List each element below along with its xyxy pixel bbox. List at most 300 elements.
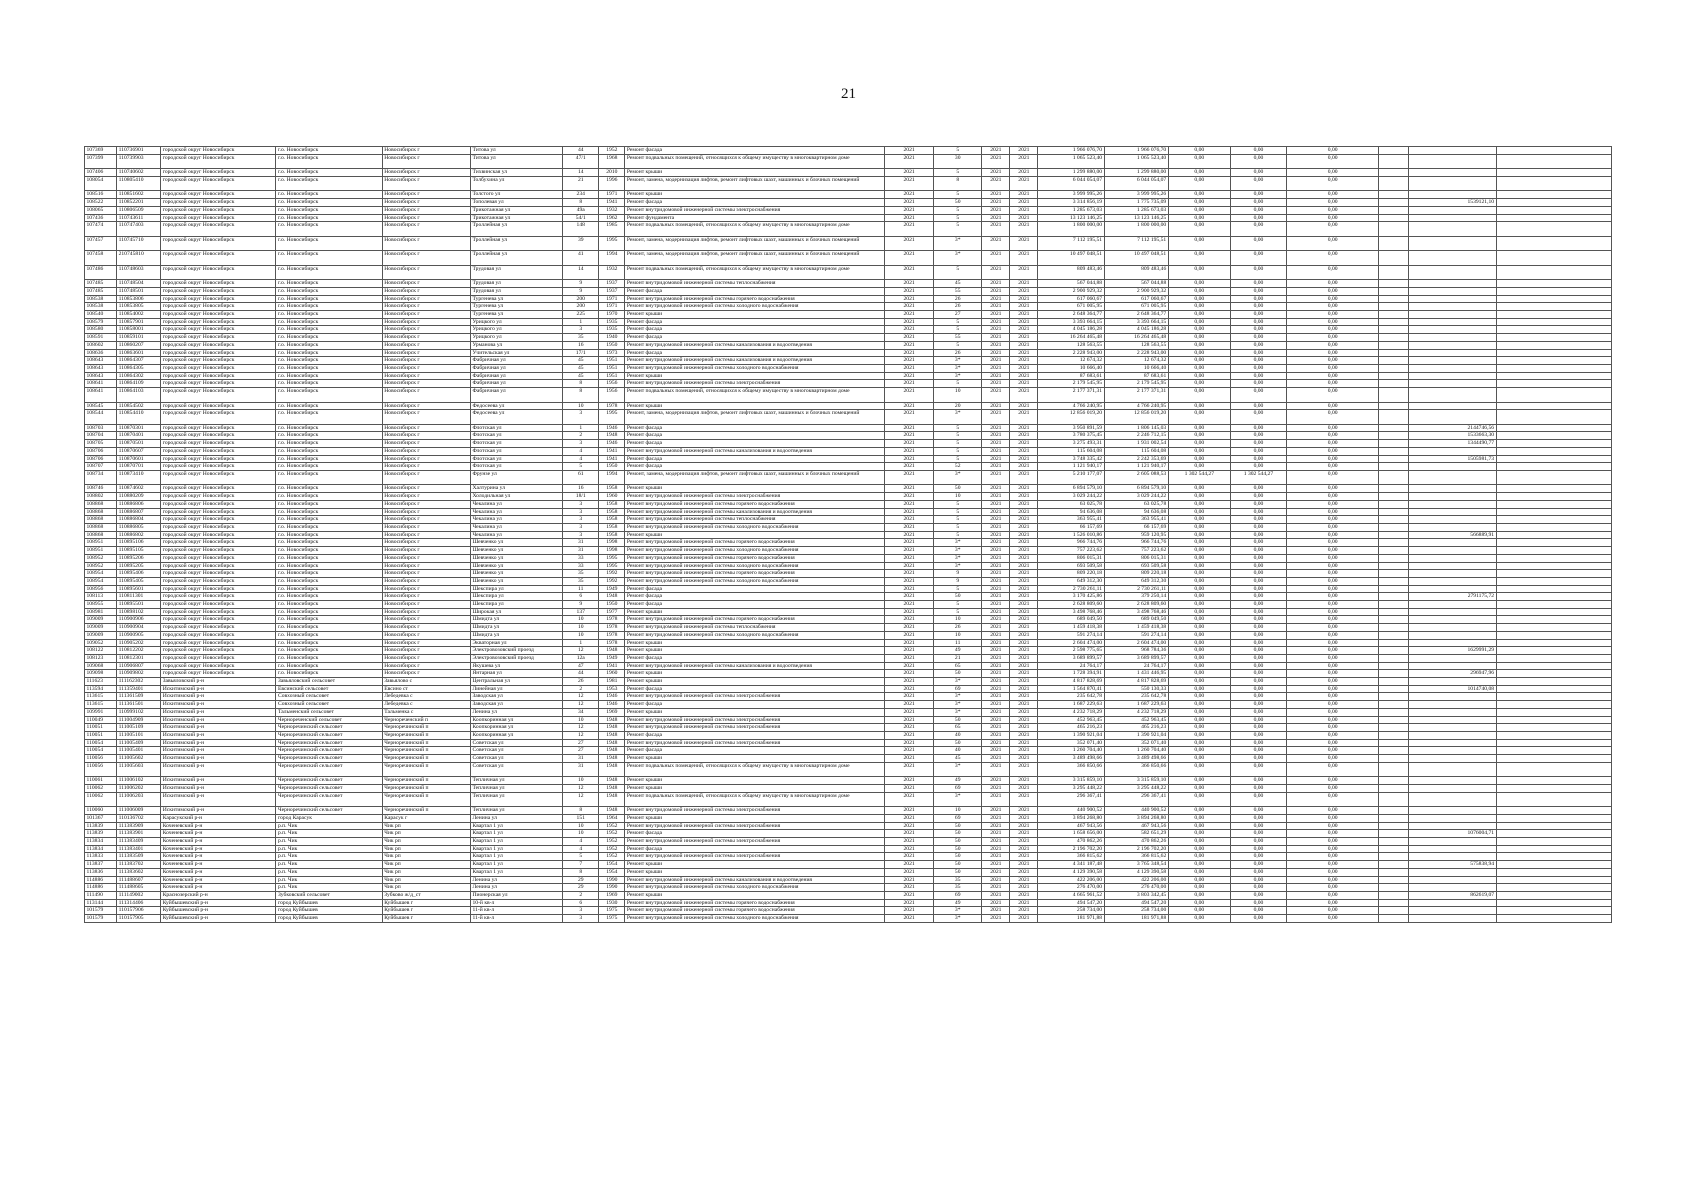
cell-program-year: 2021 xyxy=(885,876,934,884)
cell-object-id: 108706 xyxy=(85,447,117,455)
cell-end-year: 2021 xyxy=(1010,899,1038,907)
cell-owner-cost: 0,00 xyxy=(1287,762,1379,777)
cell-note-b xyxy=(1496,899,1611,907)
cell-municipal-district: Коченевский р-н xyxy=(161,876,276,884)
cell-note-a xyxy=(1379,349,1409,357)
cell-floors: 35 xyxy=(934,876,982,884)
cell-program-year: 2021 xyxy=(885,915,934,923)
cell-municipal-district: городской округ Новосибирск xyxy=(161,334,276,342)
cell-owner-cost: 0,00 xyxy=(1287,402,1379,410)
cell-region-cost: 0,00 xyxy=(1230,747,1286,755)
cell-total-cost: 2 179 545,95 xyxy=(1038,380,1104,388)
cell-municipal-district: городской округ Новосибирск xyxy=(161,616,276,624)
cell-note-a xyxy=(1379,891,1409,899)
cell-fund-cost: 422 206,00 xyxy=(1104,876,1168,884)
cell-floors: 3* xyxy=(934,915,982,923)
cell-region-cost: 0,00 xyxy=(1230,280,1286,288)
cell-note-a xyxy=(1379,807,1409,815)
cell-settlement: Совхозный сельсовет xyxy=(276,693,382,701)
table-row xyxy=(85,830,1612,838)
cell-note-b xyxy=(1496,388,1611,403)
cell-owner-cost: 0,00 xyxy=(1287,287,1379,295)
cell-settlement: г.о. Новосибирск xyxy=(276,280,382,288)
table-row xyxy=(85,199,1612,207)
cell-municipal-district: Искитимский р-н xyxy=(161,785,276,793)
cell-budget-cost: 0,00 xyxy=(1168,814,1230,822)
cell-build-year: 1935 xyxy=(599,318,625,326)
cell-program-year: 2021 xyxy=(885,318,934,326)
cell-locality: Чик рп xyxy=(382,822,470,830)
cell-work-id: 110853805 xyxy=(117,303,161,311)
table-row xyxy=(85,608,1612,616)
cell-budget-cost: 0,00 xyxy=(1168,357,1230,365)
cell-end-year: 2021 xyxy=(1010,777,1038,785)
cell-build-year: 1995 xyxy=(599,410,625,425)
cell-object-id: 108123 xyxy=(85,654,117,662)
cell-settlement: Зубковский сельсовет xyxy=(276,891,382,899)
cell-locality: Завьялово с xyxy=(382,678,470,686)
cell-region-cost: 0,00 xyxy=(1230,341,1286,349)
cell-region-cost: 0,00 xyxy=(1230,814,1286,822)
cell-start-year: 2021 xyxy=(982,624,1010,632)
cell-note-b xyxy=(1496,853,1611,861)
cell-total-cost: 470 862,26 xyxy=(1038,838,1104,846)
cell-fund-cost: 2 242 353,69 xyxy=(1104,455,1168,463)
cell-build-year: 1958 xyxy=(599,500,625,508)
cell-owner-cost: 0,00 xyxy=(1287,716,1379,724)
cell-work-id: 111359401 xyxy=(117,685,161,693)
cell-house-number: 44 xyxy=(563,670,599,678)
cell-work-id: 110740602 xyxy=(117,169,161,177)
cell-total-cost: 2 900 929,32 xyxy=(1038,287,1104,295)
cell-end-year: 2021 xyxy=(1010,716,1038,724)
cell-start-year: 2021 xyxy=(982,485,1010,493)
table-row xyxy=(85,349,1612,357)
cell-house-number: 137 xyxy=(563,608,599,616)
cell-end-year: 2021 xyxy=(1010,380,1038,388)
table-row xyxy=(85,364,1612,372)
cell-work-type: Ремонт фасада xyxy=(625,147,885,155)
cell-fund-cost: 440 900,52 xyxy=(1104,807,1168,815)
cell-street: Тополевая ул xyxy=(470,199,562,207)
cell-build-year: 1971 xyxy=(599,191,625,199)
cell-municipal-district: городской округ Новосибирск xyxy=(161,593,276,601)
cell-street: Коопкоринная ул xyxy=(470,716,562,724)
cell-region-cost: 0,00 xyxy=(1230,206,1286,214)
cell-total-cost: 258 734,00 xyxy=(1038,907,1104,915)
cell-program-year: 2021 xyxy=(885,524,934,532)
cell-fund-cost: 2 177 371,31 xyxy=(1104,388,1168,403)
cell-start-year: 2021 xyxy=(982,562,1010,570)
cell-object-id: 109098 xyxy=(85,670,117,678)
cell-build-year: 1946 xyxy=(599,440,625,448)
cell-street: Заводская ул xyxy=(470,701,562,709)
cell-budget-cost: 0,00 xyxy=(1168,747,1230,755)
cell-budget-cost: 0,00 xyxy=(1168,547,1230,555)
cell-build-year: 1958 xyxy=(599,485,625,493)
cell-extra-cost xyxy=(1409,463,1496,471)
cell-floors: 50 xyxy=(934,830,982,838)
cell-note-a xyxy=(1379,845,1409,853)
cell-house-number: 41 xyxy=(563,251,599,266)
cell-work-type: Ремонт внутридомовой инженерной системы электроснабжения xyxy=(625,853,885,861)
cell-municipal-district: городской округ Новосибирск xyxy=(161,364,276,372)
cell-budget-cost: 0,00 xyxy=(1168,154,1230,169)
cell-program-year: 2021 xyxy=(885,822,934,830)
cell-owner-cost: 0,00 xyxy=(1287,577,1379,585)
cell-total-cost: 3 170 425,86 xyxy=(1038,593,1104,601)
cell-start-year: 2021 xyxy=(982,236,1010,251)
cell-note-b xyxy=(1496,440,1611,448)
cell-work-type: Ремонт внутридомовой инженерной системы теплоснабжения xyxy=(625,624,885,632)
cell-settlement: р.п. Чик xyxy=(276,822,382,830)
cell-program-year: 2021 xyxy=(885,349,934,357)
cell-note-a xyxy=(1379,716,1409,724)
cell-municipal-district: Искитимский р-н xyxy=(161,739,276,747)
cell-work-id: 110895206 xyxy=(117,554,161,562)
cell-settlement: г.о. Новосибирск xyxy=(276,410,382,425)
cell-municipal-district: городской округ Новосибирск xyxy=(161,585,276,593)
cell-total-cost: 276 470,00 xyxy=(1038,884,1104,892)
cell-work-id: 111005109 xyxy=(117,724,161,732)
cell-program-year: 2021 xyxy=(885,554,934,562)
cell-budget-cost: 0,00 xyxy=(1168,440,1230,448)
cell-total-cost: 422 206,00 xyxy=(1038,876,1104,884)
cell-fund-cost: 115 604,08 xyxy=(1104,447,1168,455)
cell-street: Заводская ул xyxy=(470,693,562,701)
cell-end-year: 2021 xyxy=(1010,214,1038,222)
cell-region-cost: 0,00 xyxy=(1230,608,1286,616)
cell-total-cost: 1 065 523,40 xyxy=(1038,154,1104,169)
cell-owner-cost: 0,00 xyxy=(1287,724,1379,732)
cell-region-cost: 0,00 xyxy=(1230,693,1286,701)
cell-budget-cost: 0,00 xyxy=(1168,755,1230,763)
cell-municipal-district: городской округ Новосибирск xyxy=(161,455,276,463)
cell-fund-cost: 363 955,41 xyxy=(1104,516,1168,524)
cell-note-b xyxy=(1496,311,1611,319)
cell-region-cost: 0,00 xyxy=(1230,554,1286,562)
cell-locality: Новосибирск г xyxy=(382,639,470,647)
cell-municipal-district: городской округ Новосибирск xyxy=(161,654,276,662)
cell-work-type: Ремонт фасада xyxy=(625,731,885,739)
cell-note-b xyxy=(1496,199,1611,207)
cell-object-id: 111490 xyxy=(85,891,117,899)
cell-build-year: 1948 xyxy=(599,747,625,755)
cell-house-number: 12 xyxy=(563,693,599,701)
table-row xyxy=(85,341,1612,349)
cell-region-cost: 0,00 xyxy=(1230,303,1286,311)
cell-settlement: г.о. Новосибирск xyxy=(276,349,382,357)
cell-house-number: 2 xyxy=(563,891,599,899)
cell-object-id: 113834 xyxy=(85,838,117,846)
cell-region-cost: 0,00 xyxy=(1230,326,1286,334)
cell-build-year: 1951 xyxy=(599,372,625,380)
cell-street: Квартал 1 ул xyxy=(470,845,562,853)
cell-locality: Чик рп xyxy=(382,884,470,892)
cell-note-a xyxy=(1379,280,1409,288)
cell-program-year: 2021 xyxy=(885,236,934,251)
table-row xyxy=(85,678,1612,686)
cell-extra-cost xyxy=(1409,508,1496,516)
cell-end-year: 2021 xyxy=(1010,608,1038,616)
cell-budget-cost: 0,00 xyxy=(1168,372,1230,380)
cell-work-id: 111005409 xyxy=(117,739,161,747)
cell-fund-cost: 276 470,00 xyxy=(1104,884,1168,892)
cell-object-id: 109068 xyxy=(85,662,117,670)
cell-budget-cost: 0,00 xyxy=(1168,380,1230,388)
cell-extra-cost xyxy=(1409,372,1496,380)
cell-locality: Новосибирск г xyxy=(382,287,470,295)
cell-region-cost: 0,00 xyxy=(1230,907,1286,915)
cell-start-year: 2021 xyxy=(982,822,1010,830)
cell-region-cost: 0,00 xyxy=(1230,500,1286,508)
cell-region-cost: 0,00 xyxy=(1230,349,1286,357)
cell-note-b xyxy=(1496,876,1611,884)
cell-note-b xyxy=(1496,516,1611,524)
cell-locality: Куйбышев г xyxy=(382,899,470,907)
cell-total-cost: 689 049,50 xyxy=(1038,616,1104,624)
cell-build-year: 1998 xyxy=(599,547,625,555)
cell-start-year: 2021 xyxy=(982,380,1010,388)
cell-floors: 49 xyxy=(934,899,982,907)
cell-build-year: 1946 xyxy=(599,693,625,701)
cell-build-year: 1978 xyxy=(599,639,625,647)
cell-extra-cost xyxy=(1409,485,1496,493)
cell-budget-cost: 0,00 xyxy=(1168,777,1230,785)
cell-municipal-district: городской округ Новосибирск xyxy=(161,311,276,319)
cell-build-year: 1990 xyxy=(599,876,625,884)
cell-program-year: 2021 xyxy=(885,838,934,846)
cell-municipal-district: Коченевский р-н xyxy=(161,861,276,869)
cell-program-year: 2021 xyxy=(885,678,934,686)
cell-house-number: 8 xyxy=(563,807,599,815)
cell-total-cost: 4 665 961,52 xyxy=(1038,891,1104,899)
cell-end-year: 2021 xyxy=(1010,191,1038,199)
cell-house-number: 12 xyxy=(563,701,599,709)
cell-owner-cost: 0,00 xyxy=(1287,876,1379,884)
cell-note-a xyxy=(1379,147,1409,155)
cell-region-cost: 0,00 xyxy=(1230,593,1286,601)
cell-work-id: 111005602 xyxy=(117,755,161,763)
cell-owner-cost: 0,00 xyxy=(1287,357,1379,365)
cell-note-a xyxy=(1379,853,1409,861)
cell-settlement: Черноречинский сельсовет xyxy=(276,731,382,739)
cell-house-number: 4 xyxy=(563,455,599,463)
cell-fund-cost: 617 060,67 xyxy=(1104,295,1168,303)
cell-start-year: 2021 xyxy=(982,199,1010,207)
cell-extra-cost xyxy=(1409,447,1496,455)
cell-street: Фабричная ул xyxy=(470,364,562,372)
cell-region-cost: 0,00 xyxy=(1230,364,1286,372)
cell-work-type: Ремонт внутридомовой инженерной системы канализования и водоотведения xyxy=(625,662,885,670)
cell-region-cost: 0,00 xyxy=(1230,884,1286,892)
cell-work-id: 110870601 xyxy=(117,455,161,463)
cell-program-year: 2021 xyxy=(885,762,934,777)
cell-note-a xyxy=(1379,524,1409,532)
cell-note-b xyxy=(1496,777,1611,785)
cell-end-year: 2021 xyxy=(1010,601,1038,609)
cell-budget-cost: 0,00 xyxy=(1168,807,1230,815)
cell-work-id: 110852201 xyxy=(117,199,161,207)
cell-settlement: Евсинский сельсовет xyxy=(276,685,382,693)
cell-work-id: 110136702 xyxy=(117,814,161,822)
cell-street: Шевченко ул xyxy=(470,554,562,562)
cell-house-number: 47 xyxy=(563,662,599,670)
cell-work-type: Ремонт фасада xyxy=(625,593,885,601)
cell-work-type: Ремонт внутридомовой инженерной системы канализования и водоотведения xyxy=(625,876,885,884)
cell-program-year: 2021 xyxy=(885,562,934,570)
cell-budget-cost: 0,00 xyxy=(1168,524,1230,532)
cell-object-id: 108952 xyxy=(85,554,117,562)
cell-extra-cost xyxy=(1409,777,1496,785)
cell-settlement: г.о. Новосибирск xyxy=(276,500,382,508)
cell-work-id: 111361501 xyxy=(117,701,161,709)
cell-owner-cost: 0,00 xyxy=(1287,303,1379,311)
cell-floors: 55 xyxy=(934,334,982,342)
cell-build-year: 1956 xyxy=(599,380,625,388)
cell-municipal-district: Куйбышевский р-н xyxy=(161,899,276,907)
cell-street: Пионерская ул xyxy=(470,891,562,899)
cell-work-type: Ремонт внутридомовой инженерной системы канализования и водоотведения xyxy=(625,341,885,349)
cell-locality: Новосибирск г xyxy=(382,539,470,547)
cell-street: Троллейная ул xyxy=(470,222,562,237)
table-row xyxy=(85,402,1612,410)
cell-street: Шмидта ул xyxy=(470,631,562,639)
cell-end-year: 2021 xyxy=(1010,485,1038,493)
cell-extra-cost: 1629991,29 xyxy=(1409,647,1496,655)
cell-street: Холодильная ул xyxy=(470,493,562,501)
cell-municipal-district: городской округ Новосибирск xyxy=(161,147,276,155)
cell-object-id: 113836 xyxy=(85,868,117,876)
cell-owner-cost: 0,00 xyxy=(1287,708,1379,716)
cell-locality: Новосибирск г xyxy=(382,176,470,191)
cell-work-id: 110895406 xyxy=(117,570,161,578)
cell-program-year: 2021 xyxy=(885,287,934,295)
cell-settlement: Черноречинский сельсовет xyxy=(276,755,382,763)
cell-program-year: 2021 xyxy=(885,685,934,693)
cell-house-number: 54/1 xyxy=(563,214,599,222)
cell-program-year: 2021 xyxy=(885,402,934,410)
cell-end-year: 2021 xyxy=(1010,570,1038,578)
cell-street: Урицкого ул xyxy=(470,334,562,342)
cell-object-id: 108802 xyxy=(85,493,117,501)
cell-region-cost: 1 302 544,27 xyxy=(1230,470,1286,485)
cell-work-type: Ремонт внутридомовой инженерной системы горячего водоснабжения xyxy=(625,570,885,578)
cell-build-year: 1948 xyxy=(599,731,625,739)
cell-build-year: 1995 xyxy=(599,236,625,251)
cell-total-cost: 1 687 229,63 xyxy=(1038,701,1104,709)
cell-work-id: 110851602 xyxy=(117,191,161,199)
cell-fund-cost: 4 232 718,29 xyxy=(1104,708,1168,716)
cell-program-year: 2021 xyxy=(885,388,934,403)
cell-note-a xyxy=(1379,570,1409,578)
cell-street: Коопкоринная ул xyxy=(470,724,562,732)
cell-house-number: 1 xyxy=(563,639,599,647)
cell-fund-cost: 1 687 229,63 xyxy=(1104,701,1168,709)
cell-extra-cost: 566889,91 xyxy=(1409,531,1496,539)
cell-note-b xyxy=(1496,372,1611,380)
cell-locality: Черноречинский п xyxy=(382,785,470,793)
cell-region-cost: 0,00 xyxy=(1230,295,1286,303)
cell-end-year: 2021 xyxy=(1010,876,1038,884)
cell-object-id: 113615 xyxy=(85,701,117,709)
cell-end-year: 2021 xyxy=(1010,372,1038,380)
cell-house-number: 1 xyxy=(563,424,599,432)
cell-start-year: 2021 xyxy=(982,814,1010,822)
cell-note-a xyxy=(1379,334,1409,342)
cell-floors: 3* xyxy=(934,701,982,709)
cell-start-year: 2021 xyxy=(982,424,1010,432)
cell-start-year: 2021 xyxy=(982,670,1010,678)
cell-work-type: Ремонт крыши xyxy=(625,191,885,199)
cell-end-year: 2021 xyxy=(1010,814,1038,822)
cell-budget-cost: 0,00 xyxy=(1168,731,1230,739)
cell-program-year: 2021 xyxy=(885,853,934,861)
cell-note-b xyxy=(1496,562,1611,570)
cell-budget-cost: 0,00 xyxy=(1168,516,1230,524)
cell-note-a xyxy=(1379,191,1409,199)
cell-program-year: 2021 xyxy=(885,295,934,303)
cell-work-type: Ремонт крыши xyxy=(625,311,885,319)
cell-region-cost: 0,00 xyxy=(1230,853,1286,861)
cell-end-year: 2021 xyxy=(1010,154,1038,169)
cell-region-cost: 0,00 xyxy=(1230,785,1286,793)
cell-owner-cost: 0,00 xyxy=(1287,440,1379,448)
cell-note-b xyxy=(1496,470,1611,485)
cell-settlement: р.п. Чик xyxy=(276,876,382,884)
cell-house-number: 3 xyxy=(563,524,599,532)
table-row xyxy=(85,577,1612,585)
cell-note-b xyxy=(1496,585,1611,593)
cell-settlement: г.о. Новосибирск xyxy=(276,593,382,601)
cell-locality: Новосибирск г xyxy=(382,662,470,670)
cell-build-year: 1960 xyxy=(599,493,625,501)
cell-region-cost: 0,00 xyxy=(1230,287,1286,295)
cell-work-type: Ремонт подвальных помещений, относящихся к общему имуществу в многоквартирном доме xyxy=(625,265,885,280)
cell-fund-cost: 470 862,26 xyxy=(1104,838,1168,846)
cell-settlement: г.о. Новосибирск xyxy=(276,531,382,539)
cell-work-id: 110854410 xyxy=(117,410,161,425)
cell-start-year: 2021 xyxy=(982,214,1010,222)
cell-total-cost: 1 800 000,00 xyxy=(1038,222,1104,237)
cell-municipal-district: городской округ Новосибирск xyxy=(161,295,276,303)
cell-owner-cost: 0,00 xyxy=(1287,349,1379,357)
cell-floors: 5 xyxy=(934,516,982,524)
cell-note-b xyxy=(1496,280,1611,288)
cell-owner-cost: 0,00 xyxy=(1287,341,1379,349)
cell-fund-cost: 4 045 186,28 xyxy=(1104,326,1168,334)
cell-note-b xyxy=(1496,647,1611,655)
cell-program-year: 2021 xyxy=(885,311,934,319)
cell-region-cost: 0,00 xyxy=(1230,701,1286,709)
cell-total-cost: 12 856 019,20 xyxy=(1038,410,1104,425)
cell-street: Шевченко ул xyxy=(470,547,562,555)
cell-extra-cost xyxy=(1409,280,1496,288)
cell-note-b xyxy=(1496,861,1611,869)
cell-work-id: 110748504 xyxy=(117,280,161,288)
cell-region-cost: 0,00 xyxy=(1230,402,1286,410)
cell-work-id: 111383702 xyxy=(117,861,161,869)
cell-house-number: 9 xyxy=(563,287,599,295)
cell-fund-cost: 591 274,14 xyxy=(1104,631,1168,639)
table-row xyxy=(85,295,1612,303)
cell-street: Флотская ул xyxy=(470,424,562,432)
cell-end-year: 2021 xyxy=(1010,662,1038,670)
cell-object-id: 107406 xyxy=(85,169,117,177)
cell-floors: 3* xyxy=(934,562,982,570)
cell-start-year: 2021 xyxy=(982,739,1010,747)
cell-program-year: 2021 xyxy=(885,280,934,288)
